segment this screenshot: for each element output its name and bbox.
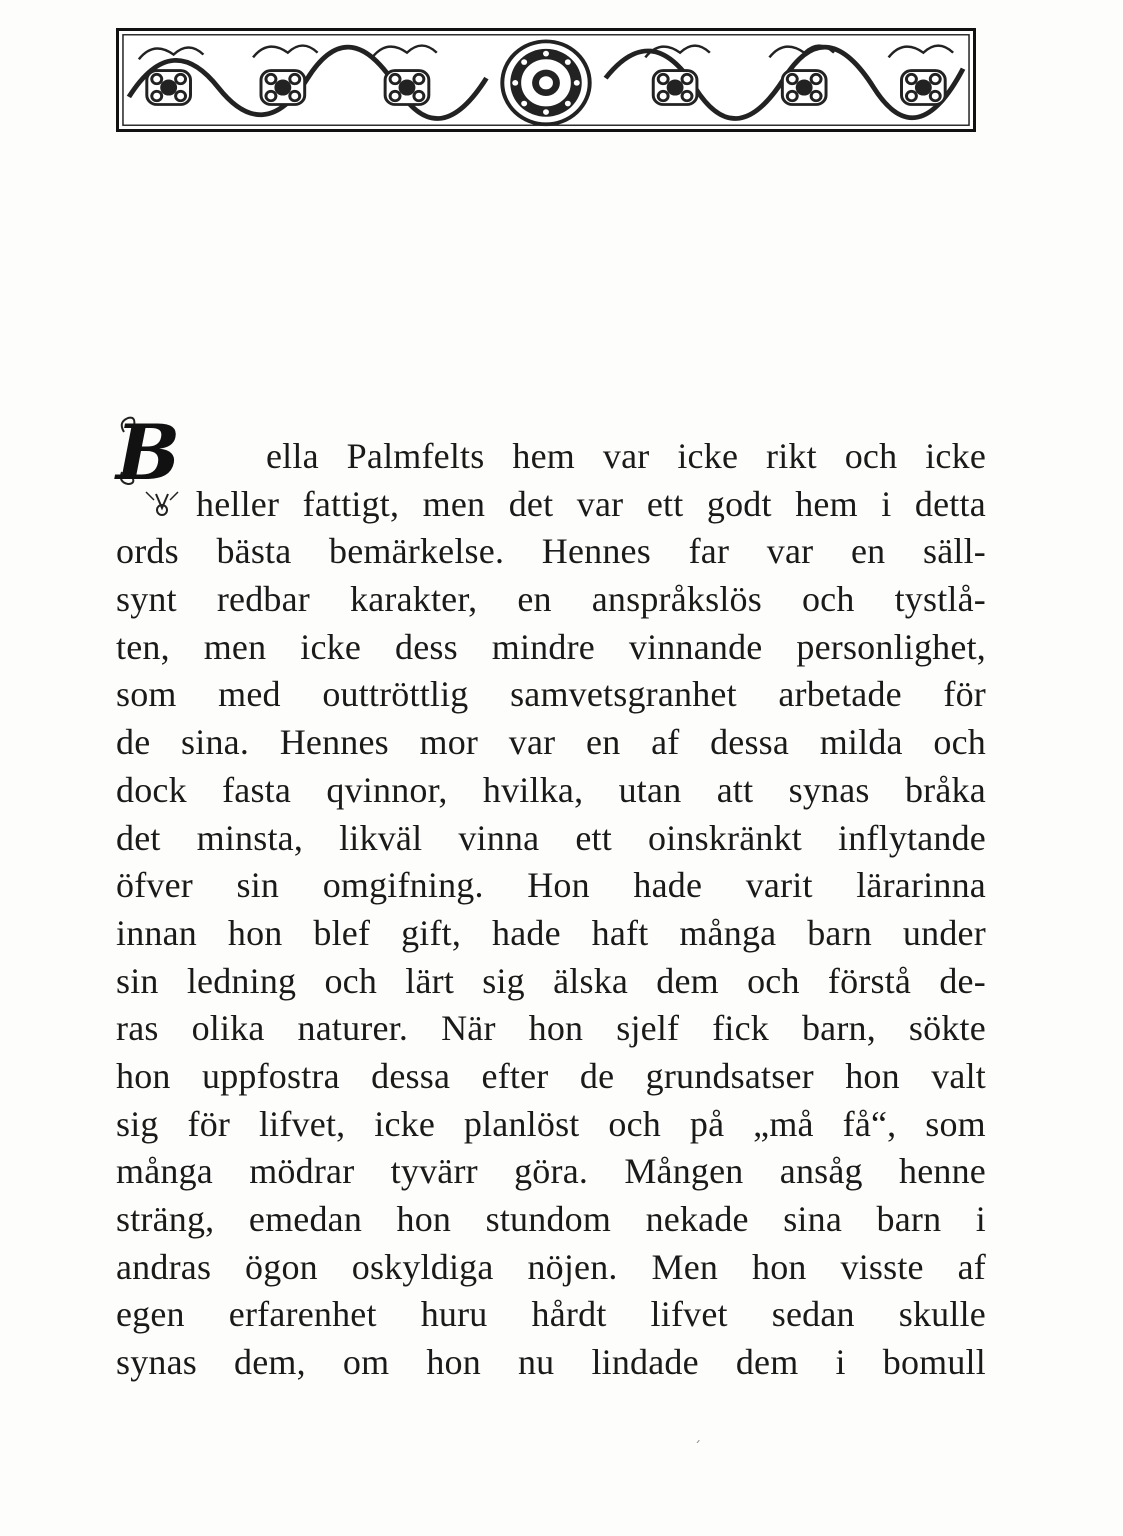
- page-speck: ´: [694, 1440, 701, 1456]
- text-line: ten, men icke dess mindre vinnande personlighet,: [116, 626, 986, 667]
- text-line: öfver sin omgifning. Hon hade varit lärarinna: [116, 865, 986, 906]
- text-line: de sina. Hennes mor var en af dessa milda och: [116, 722, 986, 763]
- text-line: andras ögon oskyldiga nöjen. Men hon visste af: [116, 1246, 986, 1287]
- text-line: heller fattigt, men det var ett godt hem i detta: [196, 483, 986, 524]
- body-paragraph: [116, 433, 986, 1387]
- text-line: sin ledning och lärt sig älska dem och förstå de-: [116, 960, 986, 1001]
- text-line: ords bästa bemärkelse. Hennes far var en säll-: [116, 531, 986, 572]
- text-line: dock fasta qvinnor, hvilka, utan att synas bråka: [116, 769, 986, 810]
- header-ornament: [116, 28, 976, 132]
- text-line: synas dem, om hon nu lindade dem i bomull: [116, 1342, 986, 1383]
- text-line: sträng, emedan hon stundom nekade sina barn i: [116, 1199, 986, 1239]
- text-line: många mödrar tyvärr göra. Mången ansåg henne: [116, 1151, 986, 1192]
- text-line: som med outtröttlig samvetsgranhet arbetade för: [116, 674, 986, 715]
- drop-capital-letter: B: [116, 408, 181, 497]
- ornament-graphic: [119, 31, 973, 129]
- text-line: det minsta, likväl vinna ett oinskränkt inflytande: [116, 817, 986, 858]
- text-line: ella Palmfelts hem var icke rikt och icke: [266, 436, 986, 476]
- text-line: ras olika naturer. När hon sjelf fick barn, sökte: [116, 1008, 986, 1049]
- text-line: hon uppfostra dessa efter de grundsatser hon valt: [116, 1055, 986, 1096]
- text-line: sig för lifvet, icke planlöst och på „må få“, som: [116, 1103, 986, 1144]
- text-line: synt redbar karakter, en anspråkslös och tystlå-: [116, 579, 986, 620]
- text-line: egen erfarenhet huru hårdt lifvet sedan skulle: [116, 1294, 986, 1335]
- text-line: innan hon blef gift, hade haft många barn under: [116, 912, 986, 953]
